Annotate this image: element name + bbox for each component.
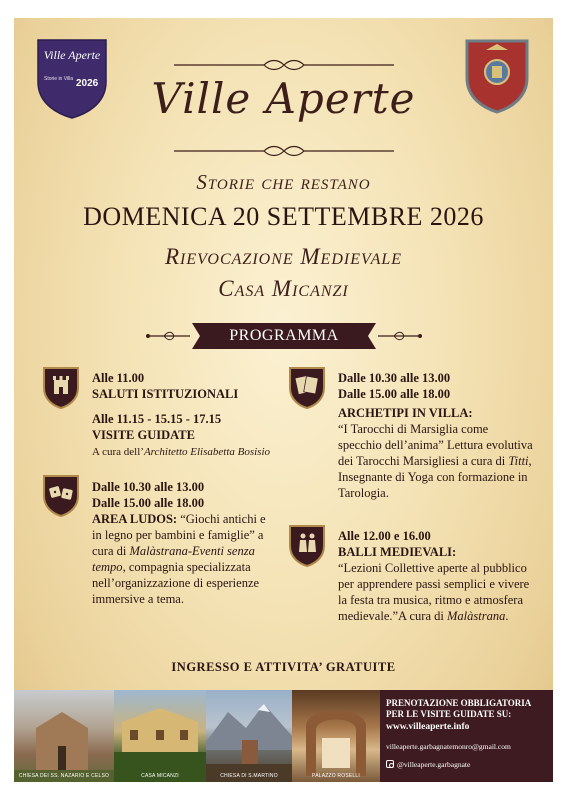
villa-photo-icon	[114, 690, 206, 782]
photo-caption: PALAZZO ROSELLI	[312, 773, 360, 779]
block-archetipi-text	[338, 405, 534, 501]
booking-heading: PRENOTAZIONE OBBLIGATORIA PER LE VISITE GUIDATE SU:	[386, 698, 531, 719]
photo-palazzo-roselli	[292, 690, 380, 782]
arcade-photo-icon	[292, 690, 380, 782]
photo-chiesa-martino	[206, 690, 292, 782]
instagram-label: @villeaperte.garbagnate	[397, 759, 471, 769]
visite-title: VISITE GUIDATE	[92, 428, 195, 442]
website-link[interactable]: www.villeaperte.info	[386, 721, 470, 732]
instagram-handle[interactable]	[386, 760, 547, 769]
block-archetipi	[338, 370, 538, 402]
balli-title: BALLI MEDIEVALI:	[338, 545, 457, 559]
booking-info	[380, 690, 553, 782]
poster-title: Ville Aperte	[151, 74, 416, 123]
programma-label: PROGRAMMA	[229, 327, 339, 344]
dancers-shield-icon	[288, 524, 326, 568]
tarot-cards-shield-icon	[288, 366, 326, 410]
instagram-icon	[386, 760, 394, 768]
ludos-time-1: Dalle 10.30 alle 13.00	[92, 480, 205, 494]
archetipi-title: ARCHETIPI IN VILLA:	[338, 406, 473, 420]
flourish-right-icon	[374, 330, 424, 342]
badge-year: 2026	[76, 78, 99, 89]
block-saluti	[92, 370, 292, 402]
saluti-time: Alle 11.00	[92, 371, 145, 385]
archetipi-description: “I Tarocchi di Marsiglia come specchio dell’anima” Lettura evolutiva dei Tarocchi Marsigliesi a cura di Titti, Insegnante di Yoga con formazione in Tarologia.	[338, 422, 533, 500]
flourish-left-icon	[144, 330, 194, 342]
event-poster	[14, 18, 553, 782]
free-entry-note: INGRESSO E ATTIVITA’ GRATUITE	[171, 660, 396, 674]
church-photo-icon	[14, 690, 114, 782]
visite-curator: A cura dell’Architetto Elisabetta Bosisio	[92, 446, 271, 458]
balli-time: Alle 12.00 e 16.00	[338, 529, 431, 543]
mountain-church-photo-icon	[206, 690, 292, 782]
title-ornament-divider	[174, 144, 394, 158]
event-date: DOMENICA 20 SETTEMBRE 2026	[83, 202, 484, 231]
tagline: Storie che restano	[196, 170, 371, 194]
top-ornament-divider	[174, 58, 394, 72]
badge-title: Ville Aperte	[43, 48, 101, 62]
footer-band	[14, 690, 553, 782]
event-name: Rievocazione Medievale	[164, 244, 403, 269]
block-area-ludos	[92, 479, 276, 607]
photo-casa-micanzi	[114, 690, 206, 782]
event-venue: Casa Micanzi	[218, 276, 349, 301]
email-link[interactable]: villeaperte.garbagnatemonro@gmail.com	[386, 741, 511, 751]
archetipi-time-2: Dalle 15.00 alle 18.00	[338, 387, 451, 401]
ludos-description: AREA LUDOS: “Giochi antichi e in legno per bambini e famiglie” a cura di Malàstrana-Eventi senza tempo, compagnia specializzata nell’organizzazione di esperienze immersive a tema.	[92, 512, 266, 606]
dice-shield-icon	[42, 474, 80, 518]
block-visite-guidate	[92, 411, 302, 459]
badge-subtitle: Storie in Villa	[44, 76, 74, 82]
photo-caption: CHIESA DEI SS. NAZARIO E CELSO	[18, 773, 110, 779]
programma-banner	[192, 323, 376, 349]
visite-times: Alle 11.15 - 15.15 - 17.15	[92, 412, 222, 426]
photo-caption: CHIESA DI S.MARTINO	[220, 773, 278, 779]
photo-chiesa-nazario	[14, 690, 114, 782]
photo-caption: CASA MICANZI	[141, 773, 179, 779]
block-balli-medievali	[338, 528, 538, 624]
archetipi-time-1: Dalle 10.30 alle 13.00	[338, 371, 451, 385]
ludos-time-2: Dalle 15.00 alle 18.00	[92, 496, 205, 510]
balli-description: “Lezioni Collettive aperte al pubblico per apprendere passi semplici e vivere la festa tra musica, ritmo e atmosfera medievale.”A cura di Malàstrana.	[338, 561, 530, 623]
castle-shield-icon	[42, 366, 80, 410]
saluti-title: SALUTI ISTITUZIONALI	[92, 387, 239, 401]
